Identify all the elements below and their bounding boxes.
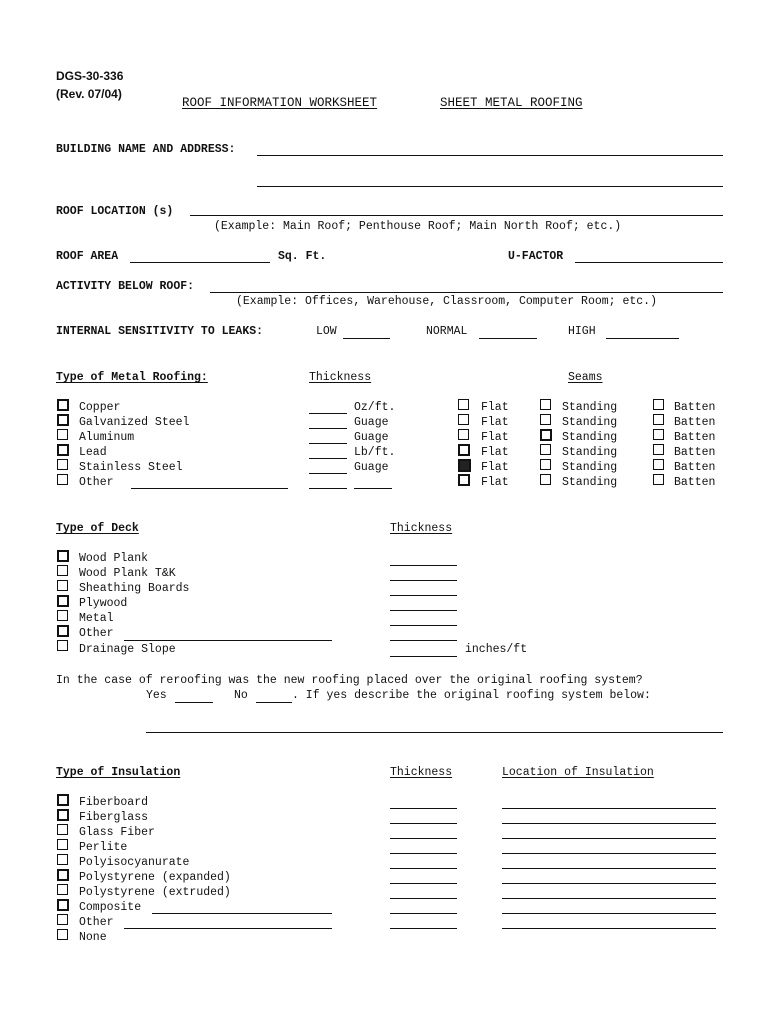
- metal-label: Galvanized Steel: [79, 416, 190, 429]
- insulation-thickness-field[interactable]: [390, 868, 457, 869]
- roof-area-field[interactable]: [130, 262, 270, 263]
- deck-label: Other: [79, 627, 114, 640]
- flat-label: Flat: [481, 446, 509, 459]
- metal-seams-heading: Seams: [568, 371, 603, 384]
- deck-thickness-field[interactable]: [390, 625, 457, 626]
- activity-example: (Example: Offices, Warehouse, Classroom, Computer Room; etc.): [236, 295, 657, 308]
- deck-label: Wood Plank: [79, 552, 149, 565]
- page-subtitle: SHEET METAL ROOFING: [440, 96, 583, 110]
- standing-checkbox[interactable]: [540, 414, 551, 425]
- standing-label: Standing: [562, 476, 618, 489]
- deck-thickness-field[interactable]: [390, 595, 457, 596]
- insulation-thickness-field[interactable]: [390, 838, 457, 839]
- insulation-thickness-field[interactable]: [390, 928, 457, 929]
- deck-label: Plywood: [79, 597, 128, 610]
- insulation-label: Other: [79, 916, 114, 929]
- metal-unit: Guage: [354, 416, 389, 429]
- sensitivity-high-field[interactable]: [606, 338, 679, 339]
- insulation-location-field[interactable]: [502, 868, 716, 869]
- metal-label: Stainless Steel: [79, 461, 183, 474]
- standing-checkbox[interactable]: [540, 429, 552, 441]
- page-title: ROOF INFORMATION WORKSHEET: [182, 96, 378, 110]
- insulation-other-field[interactable]: [124, 928, 332, 929]
- deck-checkbox-wood-plank-tk[interactable]: [57, 565, 68, 576]
- metal-unit-field[interactable]: [354, 488, 392, 489]
- metal-label: Lead: [79, 446, 107, 459]
- batten-label: Batten: [674, 401, 716, 414]
- flat-label: Flat: [481, 416, 509, 429]
- flat-label: Flat: [481, 461, 509, 474]
- metal-checkbox-aluminum[interactable]: [57, 429, 68, 440]
- roof-location-example: (Example: Main Roof; Penthouse Roof; Main North Roof; etc.): [214, 220, 622, 233]
- insulation-location-field[interactable]: [502, 883, 716, 884]
- deck-thickness-field[interactable]: [390, 640, 457, 641]
- insulation-thickness-field[interactable]: [390, 808, 457, 809]
- metal-thickness-field[interactable]: [309, 458, 347, 459]
- reroof-yes-field[interactable]: [175, 702, 213, 703]
- metal-checkbox-lead[interactable]: [57, 444, 69, 456]
- form-revision: (Rev. 07/04): [56, 87, 122, 101]
- insulation-label: Polystyrene (extruded): [79, 886, 231, 899]
- sensitivity-low-field[interactable]: [343, 338, 390, 339]
- deck-thickness-heading: Thickness: [390, 522, 453, 535]
- reroof-describe: . If yes describe the original roofing system below:: [292, 689, 651, 702]
- building-label: BUILDING NAME AND ADDRESS:: [56, 143, 236, 156]
- metal-label: Copper: [79, 401, 121, 414]
- deck-label: Drainage Slope: [79, 643, 176, 656]
- metal-unit: Lb/ft.: [354, 446, 396, 459]
- standing-checkbox[interactable]: [540, 474, 551, 485]
- standing-label: Standing: [562, 446, 618, 459]
- insulation-checkbox-other[interactable]: [57, 914, 68, 925]
- insulation-thickness-field[interactable]: [390, 823, 457, 824]
- sensitivity-label: INTERNAL SENSITIVITY TO LEAKS:: [56, 325, 264, 338]
- metal-thickness-field[interactable]: [309, 413, 347, 414]
- flat-label: Flat: [481, 431, 509, 444]
- insulation-location-field[interactable]: [502, 913, 716, 914]
- batten-checkbox[interactable]: [653, 399, 664, 410]
- reroof-no-field[interactable]: [256, 702, 292, 703]
- deck-checkbox-plywood[interactable]: [57, 595, 69, 607]
- roof-area-unit: Sq. Ft.: [278, 250, 327, 263]
- insulation-checkbox-polyisocyanurate[interactable]: [57, 854, 68, 865]
- insulation-checkbox-perlite[interactable]: [57, 839, 68, 850]
- insulation-thickness-field[interactable]: [390, 853, 457, 854]
- ufactor-field[interactable]: [575, 262, 723, 263]
- insulation-label: Composite: [79, 901, 142, 914]
- drainage-slope-field[interactable]: [390, 656, 457, 657]
- batten-checkbox[interactable]: [653, 444, 664, 455]
- standing-label: Standing: [562, 416, 618, 429]
- insulation-label: Perlite: [79, 841, 128, 854]
- metal-checkbox-copper[interactable]: [57, 399, 69, 411]
- flat-checkbox[interactable]: [458, 459, 471, 472]
- deck-checkbox-sheathing-boards[interactable]: [57, 580, 68, 591]
- metal-other-field[interactable]: [131, 488, 288, 489]
- deck-thickness-field[interactable]: [390, 580, 457, 581]
- deck-label: Wood Plank T&K: [79, 567, 176, 580]
- insulation-checkbox-fiberglass[interactable]: [57, 809, 69, 821]
- batten-checkbox[interactable]: [653, 429, 664, 440]
- sensitivity-normal-label: NORMAL: [426, 325, 468, 338]
- deck-checkbox-wood-plank[interactable]: [57, 550, 69, 562]
- insulation-heading: Type of Insulation: [56, 766, 181, 779]
- metal-unit: Guage: [354, 461, 389, 474]
- metal-heading: Type of Metal Roofing:: [56, 371, 208, 384]
- sensitivity-high-label: HIGH: [568, 325, 596, 338]
- deck-thickness-field[interactable]: [390, 610, 457, 611]
- flat-label: Flat: [481, 476, 509, 489]
- standing-checkbox[interactable]: [540, 444, 551, 455]
- flat-checkbox[interactable]: [458, 414, 469, 425]
- drainage-slope-unit: inches/ft: [465, 643, 528, 656]
- insulation-composite-field[interactable]: [152, 913, 332, 914]
- metal-unit: Guage: [354, 431, 389, 444]
- insulation-location-field[interactable]: [502, 853, 716, 854]
- original-roofing-field[interactable]: [146, 732, 723, 733]
- batten-label: Batten: [674, 476, 716, 489]
- standing-label: Standing: [562, 401, 618, 414]
- metal-label: Aluminum: [79, 431, 135, 444]
- metal-thickness-field[interactable]: [309, 488, 347, 489]
- reroof-question: In the case of reroofing was the new roofing placed over the original roofing system?: [56, 674, 643, 687]
- metal-thickness-field[interactable]: [309, 473, 347, 474]
- metal-label: Other: [79, 476, 114, 489]
- insulation-checkbox-polystyrene-expanded[interactable]: [57, 869, 69, 881]
- batten-label: Batten: [674, 461, 716, 474]
- standing-checkbox[interactable]: [540, 459, 551, 470]
- insulation-location-field[interactable]: [502, 808, 716, 809]
- insulation-checkbox-composite[interactable]: [57, 899, 69, 911]
- reroof-no-label: No: [234, 689, 248, 702]
- metal-unit: Oz/ft.: [354, 401, 396, 414]
- roof-location-field[interactable]: [190, 215, 723, 216]
- metal-checkbox-other[interactable]: [57, 474, 68, 485]
- flat-checkbox[interactable]: [458, 474, 470, 486]
- standing-label: Standing: [562, 431, 618, 444]
- deck-checkbox-metal[interactable]: [57, 610, 68, 621]
- insulation-checkbox-polystyrene-extruded[interactable]: [57, 884, 68, 895]
- reroof-yes-label: Yes: [146, 689, 167, 702]
- batten-label: Batten: [674, 416, 716, 429]
- insulation-label: Polyisocyanurate: [79, 856, 190, 869]
- insulation-thickness-field[interactable]: [390, 883, 457, 884]
- roof-area-label: ROOF AREA: [56, 250, 119, 263]
- insulation-label: None: [79, 931, 107, 944]
- insulation-checkbox-glass-fiber[interactable]: [57, 824, 68, 835]
- deck-heading: Type of Deck: [56, 522, 139, 535]
- flat-label: Flat: [481, 401, 509, 414]
- sensitivity-normal-field[interactable]: [479, 338, 537, 339]
- metal-thickness-heading: Thickness: [309, 371, 372, 384]
- batten-checkbox[interactable]: [653, 459, 664, 470]
- insulation-location-field[interactable]: [502, 823, 716, 824]
- metal-checkbox-stainless-steel[interactable]: [57, 459, 68, 470]
- deck-other-field[interactable]: [124, 640, 332, 641]
- batten-checkbox[interactable]: [653, 414, 664, 425]
- deck-label: Sheathing Boards: [79, 582, 190, 595]
- metal-thickness-field[interactable]: [309, 443, 347, 444]
- deck-thickness-field[interactable]: [390, 565, 457, 566]
- flat-checkbox[interactable]: [458, 429, 469, 440]
- deck-checkbox-drainage-slope[interactable]: [57, 640, 68, 651]
- building-name-field[interactable]: [257, 155, 723, 156]
- insulation-checkbox-fiberboard[interactable]: [57, 794, 69, 806]
- insulation-location-field[interactable]: [502, 928, 716, 929]
- insulation-location-heading: Location of Insulation: [502, 766, 654, 779]
- insulation-label: Fiberboard: [79, 796, 149, 809]
- form-number: DGS-30-336: [56, 69, 124, 83]
- sensitivity-low-label: LOW: [316, 325, 337, 338]
- batten-label: Batten: [674, 446, 716, 459]
- batten-label: Batten: [674, 431, 716, 444]
- insulation-location-field[interactable]: [502, 838, 716, 839]
- activity-field[interactable]: [210, 292, 723, 293]
- ufactor-label: U-FACTOR: [508, 250, 564, 263]
- insulation-checkbox-none[interactable]: [57, 929, 68, 940]
- insulation-label: Glass Fiber: [79, 826, 155, 839]
- metal-thickness-field[interactable]: [309, 428, 347, 429]
- flat-checkbox[interactable]: [458, 399, 469, 410]
- insulation-label: Fiberglass: [79, 811, 149, 824]
- metal-checkbox-galvanized-steel[interactable]: [57, 414, 69, 426]
- standing-label: Standing: [562, 461, 618, 474]
- standing-checkbox[interactable]: [540, 399, 551, 410]
- deck-label: Metal: [79, 612, 114, 625]
- deck-checkbox-other[interactable]: [57, 625, 69, 637]
- insulation-thickness-heading: Thickness: [390, 766, 453, 779]
- insulation-thickness-field[interactable]: [390, 913, 457, 914]
- insulation-thickness-field[interactable]: [390, 898, 457, 899]
- batten-checkbox[interactable]: [653, 474, 664, 485]
- insulation-location-field[interactable]: [502, 898, 716, 899]
- roof-location-label: ROOF LOCATION (s): [56, 205, 174, 218]
- insulation-label: Polystyrene (expanded): [79, 871, 231, 884]
- flat-checkbox[interactable]: [458, 444, 470, 456]
- building-address-field[interactable]: [257, 186, 723, 187]
- activity-label: ACTIVITY BELOW ROOF:: [56, 280, 195, 293]
